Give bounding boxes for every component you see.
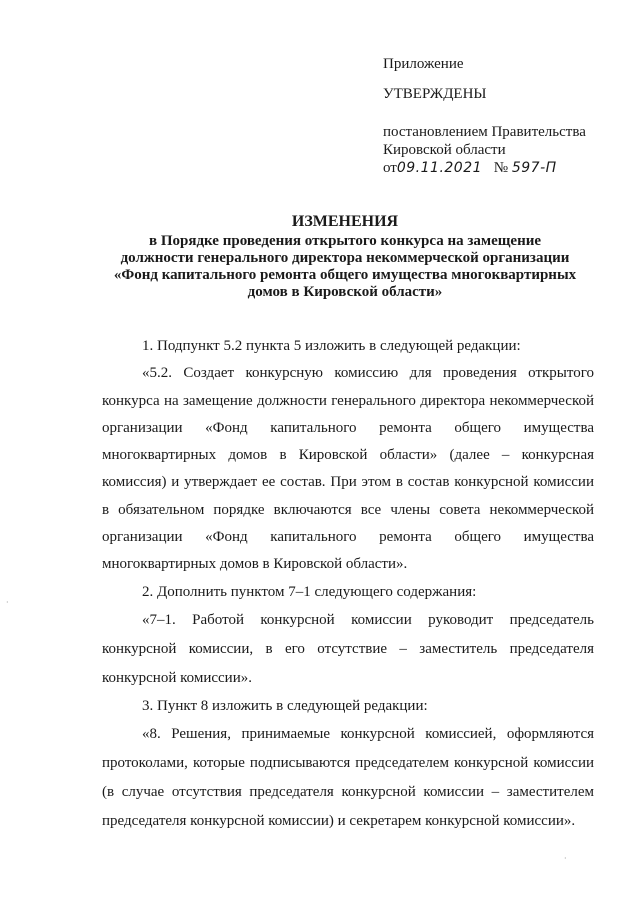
paragraph-5: 3. Пункт 8 изложить в следующей редакции:: [142, 697, 428, 714]
paragraph-1: 1. Подпункт 5.2 пункта 5 изложить в следующей редакции:: [142, 338, 521, 354]
title-line-4: домов в Кировской области»: [247, 284, 443, 300]
approved-label: УТВЕРЖДЕНЫ: [383, 86, 487, 102]
handwritten-date: 09.11.2021: [396, 160, 483, 176]
date-prefix: от: [383, 160, 397, 176]
decree-line-1: постановлением Правительства: [383, 124, 586, 140]
approval-block: [383, 55, 633, 177]
title-line-1: в Порядке проведения открытого конкурса на замещение: [148, 233, 542, 249]
paragraph-6: «8. Решения, принимаемые конкурсной комиссией, оформляются протоколами, которые подписываются председателем конкурсной комиссии (в случае отсутствия председателя конкурсной комиссии – заместителем председателя конкурсной комиссии) и секретарем конкурсной комиссии».: [102, 726, 594, 830]
title-line-3: «Фонд капитального ремонта общего имущества многоквартирных: [113, 267, 577, 283]
scan-speck: ·: [564, 854, 567, 863]
paragraph-4: «7–1. Работой конкурсной комиссии руководит председатель конкурсной комиссии, в его отсутствие – заместитель председателя конкурсной комиссии».: [102, 611, 594, 686]
number-prefix: №: [493, 160, 509, 176]
paragraph-3: 2. Дополнить пунктом 7–1 следующего содержания:: [142, 583, 477, 600]
handwritten-number: 597-П: [511, 160, 557, 176]
document-body: [102, 333, 594, 836]
document-title: [100, 213, 590, 301]
scan-speck: ·: [6, 598, 9, 607]
title-heading: ИЗМЕНЕНИЯ: [291, 213, 399, 230]
appendix-label: Приложение: [383, 56, 464, 72]
decree-line-2: Кировской области: [383, 142, 506, 158]
title-line-2: должности генерального директора некоммерческой организации: [120, 250, 570, 266]
paragraph-2: «5.2. Создает конкурсную комиссию для проведения открытого конкурса на замещение должности генерального директора некоммерческой организации «Фонд капитального ремонта общего имущества многоквартирных домов в Кировской области» (далее – конкурсная комиссия) и утверждает ее состав. При этом в состав конкурсной комиссии в обязательном порядке включаются все члены совета некоммерческой организации «Фонд капитального ремонта общего имущества многоквартирных домов в Кировской области».: [102, 365, 594, 573]
decree-date-line: [383, 159, 633, 177]
